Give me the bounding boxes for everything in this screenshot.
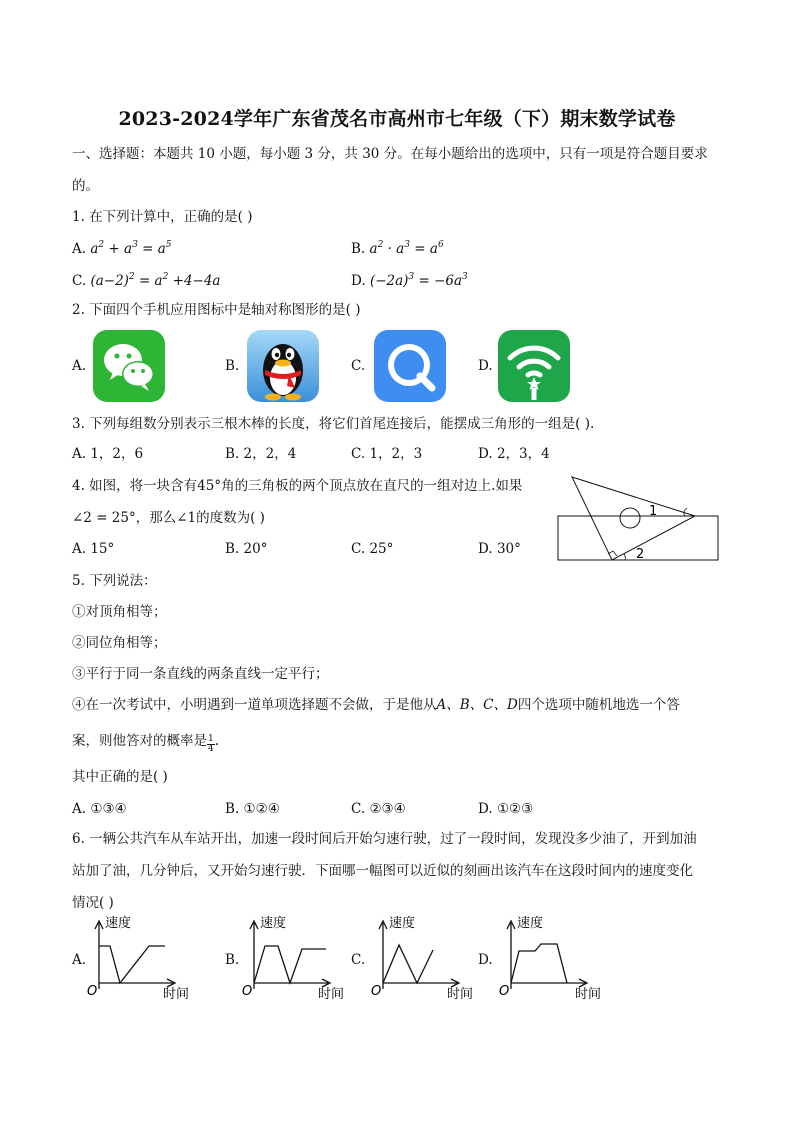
q6-graph-c-y-label: 速度 bbox=[389, 916, 416, 931]
q4-ruler-triangle-figure bbox=[555, 474, 725, 566]
q4-option-b[interactable] bbox=[225, 539, 267, 559]
q6-graph-a-x-label: 时间 bbox=[163, 987, 190, 1002]
q6-graph-a-origin: O bbox=[87, 984, 98, 999]
q6-graph-b bbox=[240, 913, 350, 1003]
q5-statement-4 bbox=[72, 695, 680, 715]
q5-statement-1: ①对顶角相等； bbox=[72, 604, 167, 620]
q5-option-c-text: ②③④ bbox=[369, 801, 406, 817]
q3-option-c-text: 1，2，3 bbox=[369, 446, 423, 462]
q6-graph-c-origin: O bbox=[371, 984, 382, 999]
q5-option-d-label: D. bbox=[478, 801, 493, 817]
q6-graph-b-y-label: 速度 bbox=[260, 916, 287, 931]
q2-option-c-label[interactable]: C. bbox=[351, 358, 366, 374]
q3-option-d-label: D. bbox=[478, 446, 493, 462]
q1-option-d[interactable] bbox=[351, 271, 468, 291]
q6-option-b-label[interactable]: B. bbox=[225, 952, 240, 968]
q1-option-c[interactable] bbox=[72, 271, 221, 291]
q5-fraction-numerator: 1 bbox=[208, 734, 214, 744]
q6-option-d-label[interactable]: D. bbox=[478, 952, 493, 968]
q5-statement-4-letters: A、B、C、D bbox=[436, 697, 518, 713]
q3-option-b[interactable] bbox=[225, 444, 296, 464]
q1-option-a-label: A. bbox=[72, 241, 87, 257]
q5-option-a-label: A. bbox=[72, 801, 87, 817]
q4-option-c-label: C. bbox=[351, 541, 366, 557]
q5-fraction-denominator: 4 bbox=[208, 744, 214, 754]
q4-option-a[interactable] bbox=[72, 539, 114, 559]
q3-option-a-text: 1，2，6 bbox=[90, 446, 144, 462]
q1-option-b-label: B. bbox=[351, 241, 366, 257]
q5-option-d[interactable] bbox=[478, 799, 533, 819]
q6-graph-c-x-label: 时间 bbox=[447, 987, 474, 1002]
q3-option-c[interactable] bbox=[351, 444, 422, 464]
q6-graph-a bbox=[85, 913, 195, 1003]
q1-option-b[interactable] bbox=[351, 239, 444, 259]
q1-stem: 1. 在下列计算中，正确的是( ) bbox=[72, 209, 253, 225]
q5-option-a[interactable] bbox=[72, 799, 127, 819]
q4-option-d-label: D. bbox=[478, 541, 493, 557]
q4-option-b-label: B. bbox=[225, 541, 240, 557]
q5-statement-4-cont bbox=[72, 731, 219, 754]
q2-stem: 2. 下面四个手机应用图标中是轴对称图形的是( ) bbox=[72, 302, 361, 318]
q2-option-d-label[interactable]: D. bbox=[478, 358, 493, 374]
q3-option-b-text: 2，2，4 bbox=[243, 446, 297, 462]
q3-option-b-label: B. bbox=[225, 446, 240, 462]
q6-graph-a-y-label: 速度 bbox=[105, 916, 132, 931]
q4-stem-line1: 4. 如图，将一块含有45°角的三角板的两个顶点放在直尺的一组对边上.如果 bbox=[72, 478, 523, 494]
q5-statement-4-part-b: 四个选项中随机地选一个答 bbox=[517, 697, 680, 713]
q4-option-b-text: 20° bbox=[243, 541, 268, 557]
q5-option-b-text: ①②④ bbox=[243, 801, 280, 817]
q5-option-b[interactable] bbox=[225, 799, 280, 819]
page-title: 2023-2024学年广东省茂名市高州市七年级（下）期末数学试卷 bbox=[118, 108, 676, 130]
q4-angle2-label: 2 bbox=[636, 547, 645, 562]
q3-option-c-label: C. bbox=[351, 446, 366, 462]
q6-graph-d-y-label: 速度 bbox=[517, 916, 544, 931]
q4-angle1-label: 1 bbox=[649, 504, 658, 519]
q5-statement-4-cont-text: 案，则他答对的概率是 bbox=[72, 733, 207, 749]
q2-option-b-label[interactable]: B. bbox=[225, 358, 240, 374]
wifi-signal-icon bbox=[498, 330, 570, 402]
q6-graph-d-x-label: 时间 bbox=[575, 987, 602, 1002]
q6-stem-line1: 6. 一辆公共汽车从车站开出，加速一段时间后开始匀速行驶，过了一段时间，发现没多少油了，开到加油 bbox=[72, 831, 697, 847]
q4-option-c-text: 25° bbox=[369, 541, 394, 557]
q1-option-d-formula: $(-2a)^3 = -6a^3$ bbox=[369, 272, 468, 289]
q1-option-d-label: D. bbox=[351, 273, 366, 289]
q1-option-a[interactable] bbox=[72, 239, 172, 259]
q3-option-d-text: 2，3，4 bbox=[496, 446, 550, 462]
q1-option-b-formula: $a^2 \cdot a^3 = a^6$ bbox=[369, 240, 444, 257]
q5-option-c[interactable] bbox=[351, 799, 406, 819]
q6-graph-c bbox=[369, 913, 479, 1003]
q4-option-d[interactable] bbox=[478, 539, 521, 559]
q6-graph-b-origin: O bbox=[242, 984, 253, 999]
q4-option-c[interactable] bbox=[351, 539, 393, 559]
q1-option-c-formula: $(a-2)^2 = a^2 +4-4a$ bbox=[90, 272, 221, 289]
q5-statement-4-end: . bbox=[214, 733, 220, 749]
q2-option-a-label[interactable]: A. bbox=[72, 358, 87, 374]
q5-probability-fraction bbox=[207, 735, 215, 754]
q4-option-a-label: A. bbox=[72, 541, 87, 557]
q4-option-d-text: 30° bbox=[496, 541, 521, 557]
q6-stem-line3: 情况( ) bbox=[72, 895, 114, 911]
q3-option-d[interactable] bbox=[478, 444, 550, 464]
q6-graph-d-origin: O bbox=[499, 984, 510, 999]
q6-graph-d bbox=[497, 913, 607, 1003]
q3-option-a-label: A. bbox=[72, 446, 87, 462]
q5-statement-2: ②同位角相等； bbox=[72, 635, 167, 651]
q5-statement-4-part-a: ④在一次考试中，小明遇到一道单项选择题不会做，于是他从 bbox=[72, 697, 437, 713]
q4-stem-line2: ∠2 = 25°，那么∠1的度数为( ) bbox=[72, 510, 265, 526]
wechat-icon bbox=[93, 330, 165, 402]
section-instructions-line1: 一、选择题：本题共 10 小题，每小题 3 分，共 30 分。在每小题给出的选项中，只有一项是符合题目要求 bbox=[72, 146, 708, 162]
q6-graph-b-x-label: 时间 bbox=[318, 987, 345, 1002]
q5-option-c-label: C. bbox=[351, 801, 366, 817]
search-q-icon bbox=[374, 330, 446, 402]
q1-option-a-formula: $a^2 + a^3 = a^5$ bbox=[90, 240, 172, 257]
q5-option-d-text: ①②③ bbox=[496, 801, 534, 817]
q5-stem: 5. 下列说法： bbox=[72, 573, 157, 589]
q6-option-c-label[interactable]: C. bbox=[351, 952, 366, 968]
q1-option-c-label: C. bbox=[72, 273, 87, 289]
q5-option-b-label: B. bbox=[225, 801, 240, 817]
qq-penguin-icon bbox=[247, 330, 319, 402]
q6-option-a-label[interactable]: A. bbox=[72, 952, 87, 968]
q6-stem-line2: 站加了油，几分钟后，又开始匀速行驶．下面哪一幅图可以近似的刻画出该汽车在这段时间内的速度变化 bbox=[72, 863, 693, 879]
q5-ask: 其中正确的是( ) bbox=[72, 769, 168, 785]
q3-option-a[interactable] bbox=[72, 444, 143, 464]
q3-stem: 3. 下列每组数分别表示三根木棒的长度，将它们首尾连接后，能摆成三角形的一组是( ). bbox=[72, 416, 595, 432]
q5-option-a-text: ①③④ bbox=[90, 801, 127, 817]
q5-statement-3: ③平行于同一条直线的两条直线一定平行； bbox=[72, 666, 329, 682]
q4-option-a-text: 15° bbox=[90, 541, 115, 557]
section-instructions-line2: 的。 bbox=[72, 178, 99, 194]
